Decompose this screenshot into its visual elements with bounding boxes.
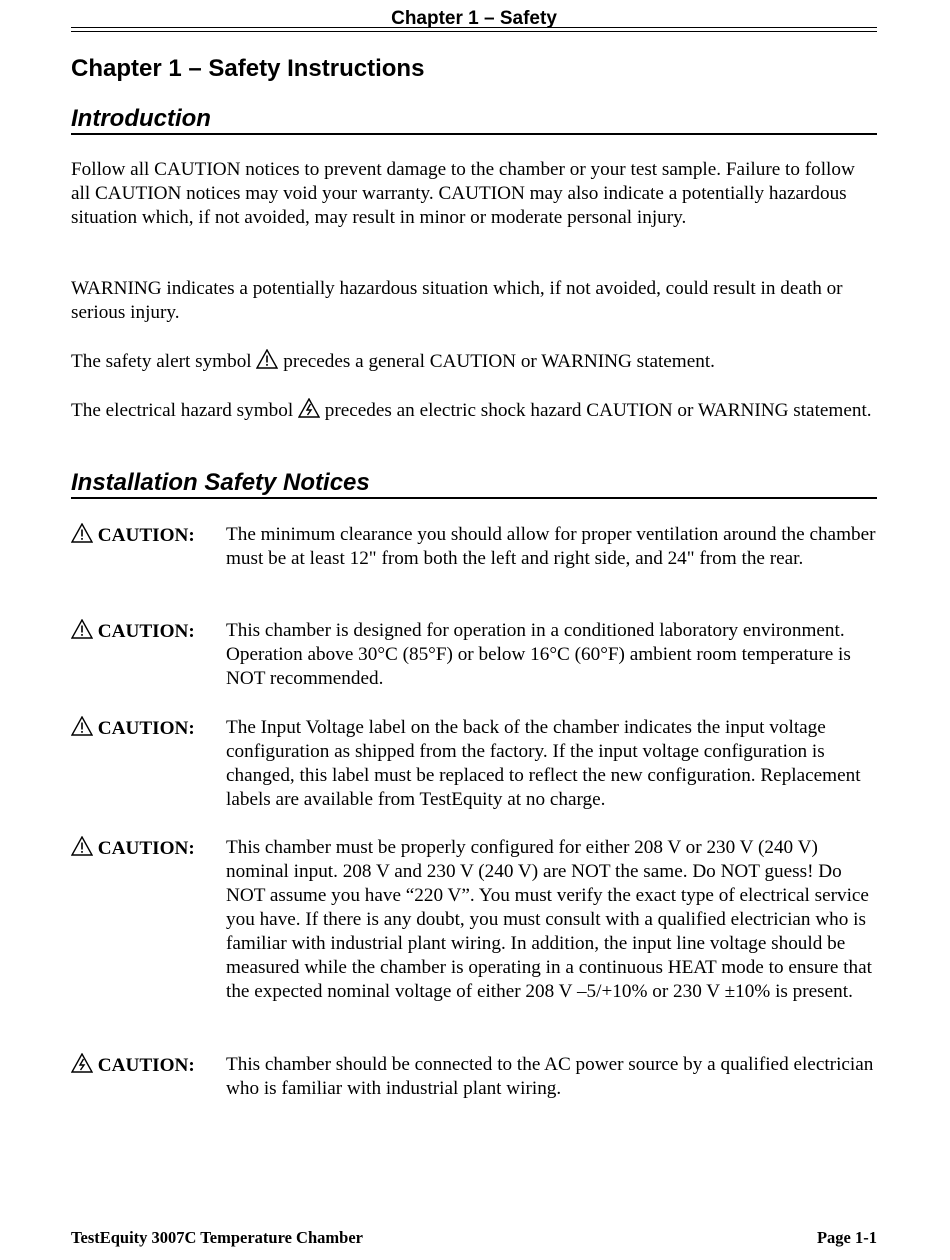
safety-alert-icon	[256, 349, 278, 369]
electrical-hazard-text-after: precedes an electric shock hazard CAUTION or WARNING statement.	[319, 400, 872, 421]
caution-label: CAUTION:	[71, 836, 221, 861]
safety-alert-icon	[71, 716, 93, 736]
caution-text: This chamber must be properly configured for either 208 V or 230 V (240 V) nominal input. 208 V and 230 V (240 V) are NOT the same. Do NOT guess! Do NOT assume you have “220 V”. You must verify the exact type of electrical service you have. If there is any doubt, you must consult with a qualified electrician who is familiar with industrial plant wiring. In addition, the input line voltage should be measured while the chamber is operating in a continuous HEAT mode to ensure that the expected nominal voltage of either 208 V –5/+10% or 230 V ±10% is present.	[226, 837, 872, 1002]
caution-label: CAUTION:	[71, 1053, 221, 1078]
introduction-heading: Introduction	[71, 105, 877, 135]
electrical-hazard-text-before: The electrical hazard symbol	[71, 400, 298, 421]
caution-text: This chamber should be connected to the AC power source by a qualified electrician who is familiar with industrial plant wiring.	[226, 1054, 874, 1099]
safety-alert-icon	[71, 836, 93, 856]
caution-text: The Input Voltage label on the back of the chamber indicates the input voltage configuration as shipped from the factory. If the input voltage configuration is changed, this label must be replaced to reflect the new configuration. Replacement labels are available from TestEquity at no charge.	[226, 717, 861, 810]
caution-text: The minimum clearance you should allow for proper ventilation around the chamber must be at least 12" from both the left and right side, and 24" from the rear.	[226, 524, 876, 569]
installation-heading: Installation Safety Notices	[71, 469, 877, 499]
safety-alert-icon	[71, 619, 93, 639]
header-rule-double	[71, 31, 877, 32]
safety-alert-text-after: precedes a general CAUTION or WARNING statement.	[278, 351, 715, 372]
safety-alert-text-before: The safety alert symbol	[71, 351, 257, 372]
electrical-hazard-icon	[71, 1053, 93, 1073]
caution-label: CAUTION:	[71, 619, 221, 644]
footer-product: TestEquity 3007C Temperature Chamber	[71, 1228, 363, 1247]
safety-alert-icon	[71, 523, 93, 543]
running-header: Chapter 1 – Safety	[391, 8, 557, 29]
header-rule	[71, 27, 877, 28]
electrical-hazard-icon	[298, 398, 320, 418]
footer-page-number: Page 1-1	[816, 1228, 877, 1247]
intro-paragraph-warning: WARNING indicates a potentially hazardous situation which, if not avoided, could result in death or serious injury.	[71, 278, 843, 323]
intro-paragraph-electrical	[71, 398, 877, 423]
intro-paragraph-caution: Follow all CAUTION notices to prevent damage to the chamber or your test sample. Failure to follow all CAUTION notices may void your warranty. CAUTION may also indicate a potentially hazardous situation which, if not avoided, may result in minor or moderate personal injury.	[71, 159, 855, 228]
intro-paragraph-safety-alert	[71, 349, 877, 374]
caution-text: This chamber is designed for operation in a conditioned laboratory environment. Operation above 30°C (85°F) or below 16°C (60°F) ambient room temperature is NOT recommended.	[226, 620, 851, 689]
caution-label: CAUTION:	[71, 716, 221, 741]
chapter-title: Chapter 1 – Safety Instructions	[71, 55, 425, 82]
caution-label: CAUTION:	[71, 523, 221, 548]
